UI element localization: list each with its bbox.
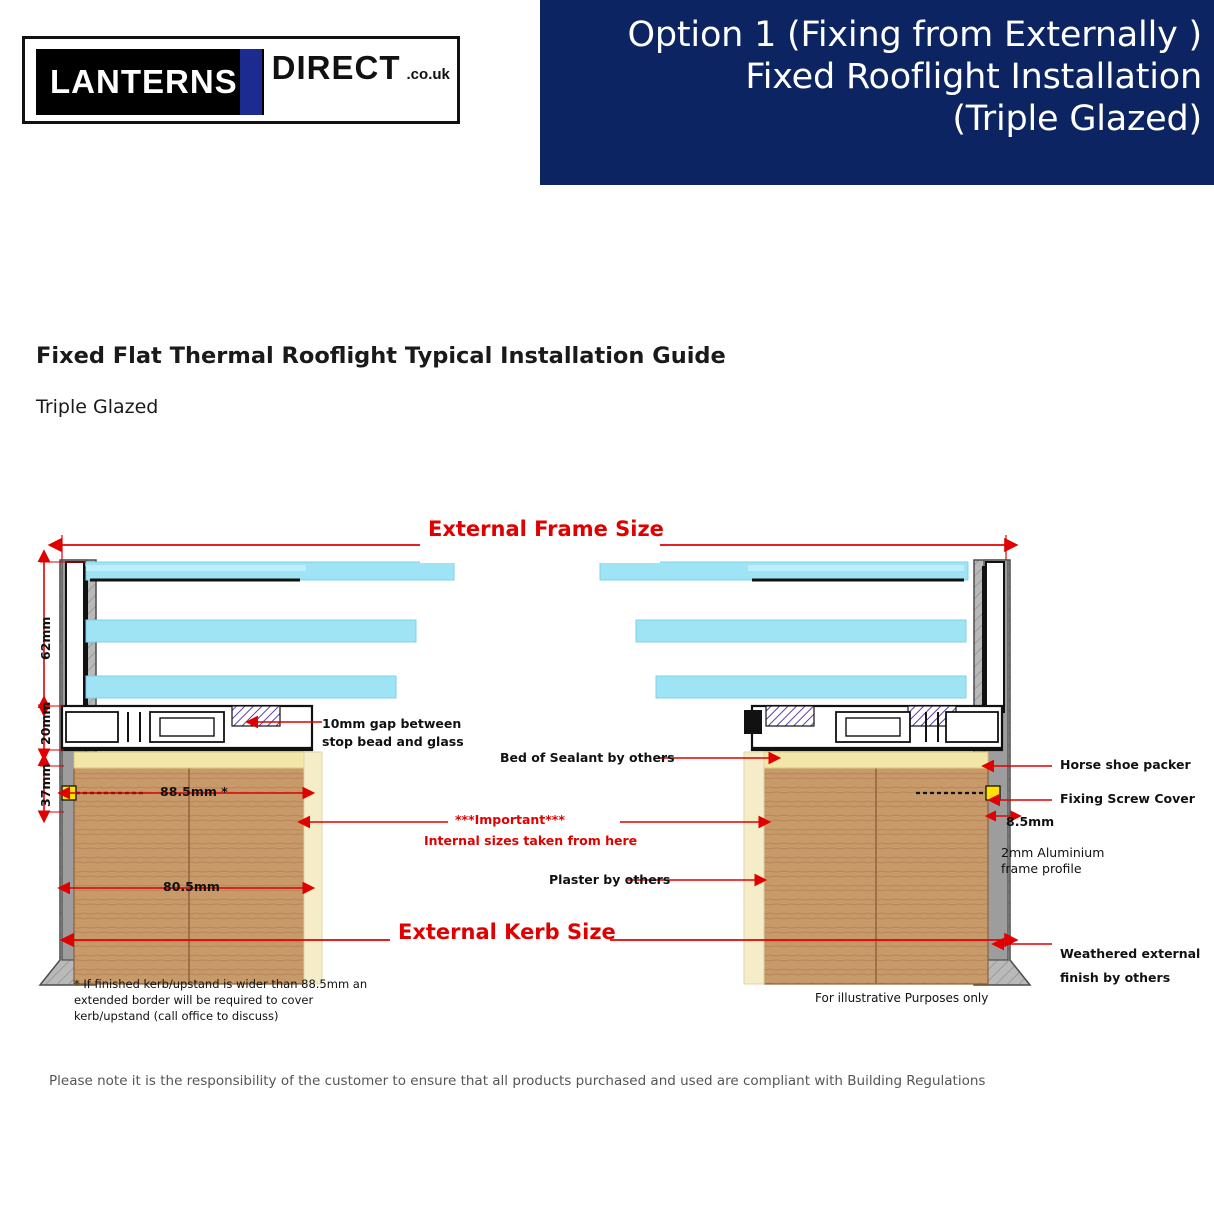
label-weathered-finish-line-1: Weathered external [1060,946,1201,961]
dim-88-5mm: 88.5mm * [160,784,228,799]
label-horse-shoe-packer: Horse shoe packer [1060,757,1191,772]
label-important-line-2: Internal sizes taken from here [424,833,638,848]
label-aluminium-profile-line-2: frame profile [1001,861,1082,876]
page-title: Fixed Flat Thermal Rooflight Typical Installation Guide [36,343,726,369]
dim-8-5mm: 8.5mm [1006,814,1055,829]
label-bed-of-sealant: Bed of Sealant by others [500,750,675,765]
label-aluminium-profile-line-1: 2mm Aluminium [1001,845,1105,860]
label-plaster-by-others: Plaster by others [549,872,671,887]
label-fixing-screw-cover: Fixing Screw Cover [1060,791,1195,806]
header-title-line-3: (Triple Glazed) [952,99,1202,139]
dim-20mm: 20mm [38,701,53,745]
label-external-kerb-size: External Kerb Size [398,920,616,944]
dim-62mm: 62mm [38,616,53,660]
label-important-line-1: ***Important*** [455,812,565,827]
header-title-line-2: Fixed Rooflight Installation [745,57,1202,97]
left-assembly [40,560,454,985]
label-weathered-finish-line-2: finish by others [1060,970,1171,985]
dim-80-5mm: 80.5mm [163,879,220,894]
header-title-line-1: Option 1 (Fixing from Externally ) [627,15,1202,55]
dim-37mm: 37mm [38,763,53,807]
page-subtitle: Triple Glazed [36,396,159,418]
logo-text-direct: DIRECT [271,49,401,86]
kerb-footnote: * If finished kerb/upstand is wider than 88.5mm an extended border will be required to cover kerb/upstand (call office to discuss) [74,977,368,1023]
logo-text-couk: .co.uk [406,66,450,83]
logo-text-lanterns: LANTERNS [50,63,238,100]
label-gap-note-line-2: stop bead and glass [322,734,464,749]
label-gap-note-line-1: 10mm gap between [322,716,462,731]
label-external-frame-size: External Frame Size [428,517,664,541]
illustrative-note: For illustrative Purposes only [815,991,989,1005]
building-regs-disclaimer: Please note it is the responsibility of the customer to ensure that all products purchased and used are compliant with Building Regulations [49,1073,986,1089]
